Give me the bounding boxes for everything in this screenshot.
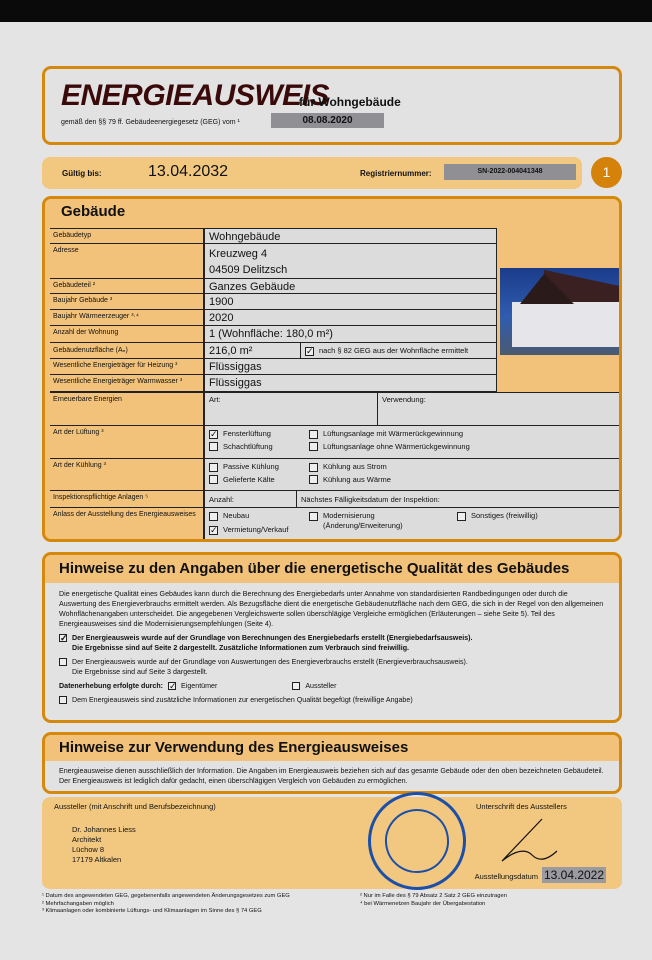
datenerhebung-label: Datenerhebung erfolgte durch: <box>59 682 164 690</box>
row-label: Wesentliche Energieträger Warmwasser ³ <box>50 375 205 391</box>
option-label: Der Energieausweis wurde auf der Grundlage von Auswertungen des Energieverbrauchs erstellt (Energieverbrauchsausweis). <box>72 658 468 666</box>
validity-bar <box>42 157 582 189</box>
row-label: Baujahr Gebäude ³ <box>50 294 205 310</box>
option-label: Fensterlüftung <box>223 429 271 438</box>
option-label: Passive Kühlung <box>223 462 279 471</box>
aussteller-option[interactable] <box>292 682 336 690</box>
option-label: Der Energieausweis wurde auf der Grundlage von Berechnungen des Energiebedarfs erstellt (Energiebedarfsausweis). <box>72 634 473 642</box>
zusatz-option[interactable] <box>45 691 619 705</box>
lueftung-ohne-wrg[interactable] <box>309 442 509 452</box>
checkbox-icon <box>292 682 300 690</box>
section-title: Hinweise zur Verwendung des Energieausweises <box>45 735 619 761</box>
verwendung-field: Verwendung: <box>378 393 620 426</box>
top-bar <box>0 0 652 22</box>
checkbox-label: nach § 82 GEG aus der Wohnfläche ermittelt <box>319 346 469 355</box>
checkbox-icon <box>209 475 218 484</box>
valid-label: Gültig bis: <box>62 169 102 178</box>
option-label: Neubau <box>223 511 250 520</box>
checkbox-icon <box>309 442 318 451</box>
row-value: Flüssiggas <box>205 359 497 375</box>
option-label: Vermietung/Verkauf <box>223 525 289 534</box>
footnote: ³ Klimaanlagen oder kombinierte Lüftungs- und Klimaanlagen im Sinne des § 74 GEG <box>42 908 262 914</box>
row-label: Erneuerbare Energien <box>50 393 205 426</box>
checkbox-icon <box>209 512 218 521</box>
row-value: 2020 <box>205 310 497 326</box>
checkbox-icon <box>309 512 318 521</box>
checkbox-checked-icon: ✓ <box>169 681 177 692</box>
signature-label: Unterschrift des Ausstellers <box>476 802 567 811</box>
option-label: Lüftungsanlage mit Wärmerückgewinnung <box>323 429 464 438</box>
kuehlung-waerme[interactable] <box>309 475 509 485</box>
option-label: Die Ergebnisse sind auf Seite 2 dargestellt. Zusätzliche Informationen zum Verbrauch sind freiwillig. <box>72 644 410 652</box>
option-label: Kühlung aus Wärme <box>323 474 391 484</box>
option-label: Gelieferte Kälte <box>223 474 275 484</box>
lueftung-mit-wrg[interactable] <box>309 429 509 439</box>
gebaeude-section <box>42 196 622 542</box>
kuehlung-strom[interactable] <box>309 462 509 472</box>
verwendung-section <box>42 732 622 794</box>
option-label: Eigentümer <box>181 682 218 690</box>
issue-date: 13.04.2022 <box>543 868 605 882</box>
checkbox-icon <box>309 463 318 472</box>
row-label: Anzahl der Wohnung <box>50 326 205 343</box>
row-value: Wohngebäude <box>205 229 497 244</box>
law-reference: gemäß den §§ 79 ff. Gebäudeenergiegesetz (GEG) vom ¹ <box>61 119 240 126</box>
row-label: Inspektionspflichtige Anlagen ⁵ <box>50 491 205 508</box>
aussteller-name: Dr. Johannes Liess <box>72 825 136 834</box>
option-label: Schachtlüftung <box>223 441 273 451</box>
address-city: 04509 Delitzsch <box>209 264 288 276</box>
row-label: Gebäudenutzfläche (Aₙ) <box>50 343 205 359</box>
bedarf-option[interactable] <box>45 629 619 653</box>
inspektion-datum-field: Nächstes Fälligkeitsdatum der Inspektion: <box>297 491 620 508</box>
option-label: Die Ergebnisse sind auf Seite 3 dargestellt. <box>72 668 208 676</box>
row-value: 216,0 m² <box>205 343 301 359</box>
page-number-badge: 1 <box>591 157 622 188</box>
row-label: Anlass der Ausstellung des Energieausweises <box>50 508 205 540</box>
checkbox-icon <box>457 512 466 521</box>
registration-number: SN-2022-004041348 <box>444 164 576 180</box>
row-label: Gebäudetyp <box>50 229 205 244</box>
document-title: ENERGIEAUSWEIS <box>61 79 330 112</box>
footnote: ⁴ bei Wärmenetzen Baujahr der Übergabestation <box>360 900 486 907</box>
aussteller-title: Architekt <box>72 835 102 844</box>
signature <box>482 817 562 865</box>
option-label: Modernisierung <box>323 511 375 520</box>
checkbox-checked-icon: ✓ <box>210 428 218 439</box>
checkbox-icon <box>59 696 67 704</box>
option-sublabel: (Änderung/Erweiterung) <box>323 520 403 530</box>
row-label: Gebäudeteil ² <box>50 279 205 294</box>
anzahl-field: Anzahl: <box>205 491 297 508</box>
checkbox-icon <box>59 658 67 666</box>
kuehlung-passiv[interactable] <box>209 462 309 472</box>
row-label: Art der Kühlung ³ <box>50 459 205 491</box>
anlass-modernisierung[interactable] <box>309 511 403 530</box>
issue-date-label: Ausstellungsdatum <box>474 872 538 881</box>
header-box <box>42 66 622 145</box>
section-title: Gebäude <box>45 199 619 225</box>
option-label: Dem Energieausweis sind zusätzliche Informationen zur energetischen Qualität begefügt (freiwillige Angabe) <box>72 696 413 704</box>
checkbox-checked-icon: ✓ <box>60 633 68 644</box>
aussteller-block <box>42 797 622 889</box>
checkbox-icon <box>309 430 318 439</box>
lueftung-schacht[interactable] <box>209 442 309 452</box>
checkbox-checked-icon: ✓ <box>306 345 314 356</box>
row-label: Wesentliche Energieträger für Heizung ³ <box>50 359 205 375</box>
aussteller-city: 17179 Altkalen <box>72 855 122 864</box>
option-label: Aussteller <box>305 682 337 690</box>
footnote: ¹ Datum des angewendeten GEG, gegebenenfalls angewendeten Änderungsgesetzes zum GEG <box>42 893 290 899</box>
checkbox-icon <box>209 463 218 472</box>
anlass-vermietung[interactable] <box>209 525 288 535</box>
eigentuemer-option[interactable] <box>168 682 217 690</box>
registration-label: Registriernummer: <box>360 169 432 178</box>
section-title: Hinweise zu den Angaben über die energetische Qualität des Gebäudes <box>45 555 619 583</box>
checkbox-checked-icon: ✓ <box>210 524 218 535</box>
row-value: 1 (Wohnfläche: 180,0 m²) <box>205 326 497 343</box>
address-street: Kreuzweg 4 <box>209 248 268 260</box>
building-photo <box>500 268 620 355</box>
anlass-sonstiges[interactable] <box>457 511 538 521</box>
anlass-neubau[interactable] <box>209 511 249 521</box>
document-subtitle: für Wohngebäude <box>299 95 401 109</box>
row-label: Art der Lüftung ³ <box>50 426 205 459</box>
art-field: Art: <box>205 393 378 426</box>
lueftung-fenster[interactable] <box>209 429 309 439</box>
hinweise-section <box>42 552 622 723</box>
row-value: Flüssiggas <box>205 375 497 391</box>
aussteller-label: Aussteller (mit Anschrift und Berufsbezeichnung) <box>54 802 216 811</box>
row-label: Adresse <box>50 244 205 279</box>
option-label: Lüftungsanlage ohne Wärmerückgewinnung <box>323 441 470 451</box>
checkbox-icon <box>309 475 318 484</box>
hinweise-text: Die energetische Qualität eines Gebäudes kann durch die Berechnung des Energiebedarfs unter Annahme von standardisierten Randbedingungen oder durch die Auswertung des Energieverbrauchs ermittelt werden. Als Bezugsfläche dient die energetische Gebäudenutzfläche nach dem GEG, die sich in der Regel von den allgemeinen Wohnflächenangaben unterscheidet. Die angegebenen Vergleichswerte sollen überschlägige Vergleiche ermöglichen (Erläuterungen – siehe Seite 5). Teil des Energieausweises sind die Modernisierungsempfehlungen (Seite 4). <box>59 590 604 628</box>
kuehlung-geliefert[interactable] <box>209 475 309 485</box>
footnote: ² Mehrfachangaben möglich <box>42 900 114 907</box>
option-label: Sonstiges (freiwillig) <box>471 511 538 520</box>
verwendung-text: Energieausweise dienen ausschließlich der Information. Die Angaben im Energieausweis beziehen sich auf das gesamte Gebäude oder den oben bezeichneten Gebäudeteil. Der Energieausweis ist lediglich dafür gedacht, einen überschlägigen Vergleich von Gebäuden zu ermöglichen. <box>59 767 604 785</box>
row-label: Baujahr Wärmeerzeuger ³·⁴ <box>50 310 205 326</box>
checkbox-icon <box>209 442 218 451</box>
row-value: Ganzes Gebäude <box>205 279 497 294</box>
row-value: 1900 <box>205 294 497 310</box>
law-date: 08.08.2020 <box>271 113 384 128</box>
aussteller-street: Lüchow 8 <box>72 845 105 854</box>
option-label: Kühlung aus Strom <box>323 462 387 471</box>
nutzflaeche-checkbox[interactable] <box>301 343 497 359</box>
footnote: ² Nur im Falle des § 79 Absatz 2 Satz 2 GEG einzutragen <box>360 893 507 899</box>
valid-date: 13.04.2032 <box>148 163 229 180</box>
verbrauch-option[interactable] <box>45 653 619 677</box>
